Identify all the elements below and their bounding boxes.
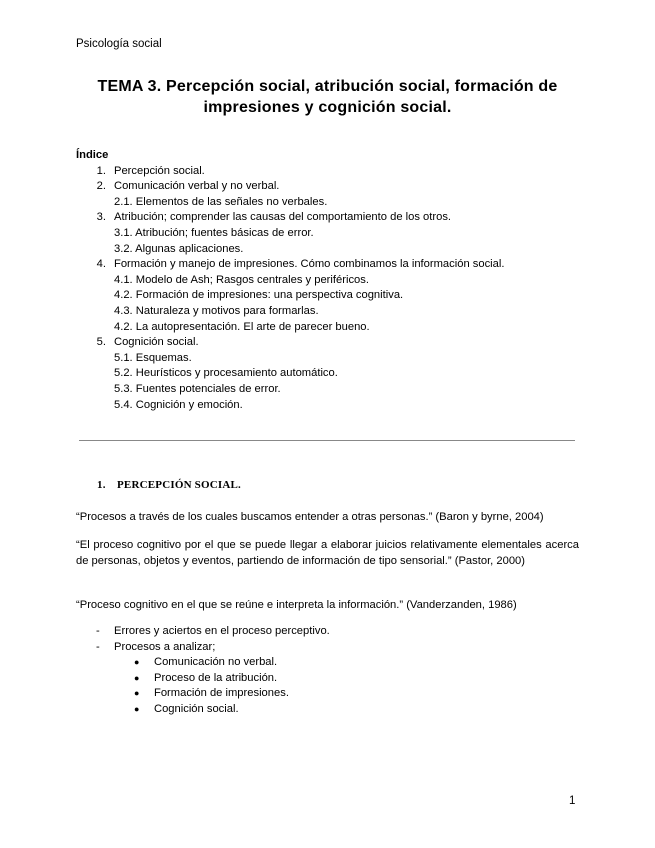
bullet-icon: ●	[134, 657, 140, 668]
toc-item-number: 4.	[96, 258, 106, 271]
bullet-text: Proceso de la atribución.	[154, 671, 278, 684]
toc-item-number: 5.	[96, 336, 106, 349]
quote-vanderzanden: “Proceso cognitivo en el que se reúne e interpreta la información.” (Vanderzanden, 1986)	[76, 599, 517, 611]
toc-subitem: 5.4. Cognición y emoción.	[114, 398, 243, 411]
title-line-2: impresiones y cognición social.	[203, 99, 452, 116]
toc-item-label: Cognición social.	[114, 336, 199, 349]
dash-marker: -	[96, 625, 100, 637]
dash-marker: -	[96, 640, 100, 653]
toc-item	[76, 257, 504, 335]
toc-subitem: 4.2. La autopresentación. El arte de parecer bueno.	[114, 320, 370, 333]
toc-subitem: 4.2. Formación de impresiones: una perspectiva cognitiva.	[114, 289, 404, 302]
toc-subitem: 2.1. Elementos de las señales no verbales.	[114, 195, 328, 208]
toc-list	[76, 164, 504, 414]
list-item-text: Procesos a analizar;	[114, 640, 216, 653]
toc-item-number: 3.	[96, 211, 106, 224]
bullet-icon: ●	[134, 688, 140, 699]
bullet-text: Cognición social.	[154, 702, 239, 715]
toc-subitem: 5.2. Heurísticos y procesamiento automático.	[114, 367, 338, 380]
table-of-contents	[76, 148, 504, 413]
bullet-icon: ●	[134, 703, 140, 714]
bullet-item	[134, 686, 330, 702]
toc-subitem: 4.3. Naturaleza y motivos para formarlas.	[114, 304, 319, 317]
toc-subitem: 3.2. Algunas aplicaciones.	[114, 242, 244, 255]
bullet-text: Formación de impresiones.	[154, 687, 289, 700]
section-heading	[97, 479, 241, 491]
toc-item-label: Atribución; comprender las causas del comportamiento de los otros.	[114, 211, 452, 224]
document-title	[76, 76, 579, 118]
running-header: Psicología social	[76, 38, 162, 50]
toc-item	[76, 164, 504, 180]
list-item	[76, 640, 330, 656]
toc-item	[76, 210, 504, 257]
bullet-item	[134, 655, 330, 671]
toc-subitem: 3.1. Atribución; fuentes básicas de error.	[114, 226, 314, 239]
bullet-item	[134, 671, 330, 687]
list-item	[76, 624, 330, 640]
toc-subitem: 5.1. Esquemas.	[114, 351, 192, 364]
toc-item-label: Formación y manejo de impresiones. Cómo combinamos la información social.	[114, 258, 505, 271]
dash-list	[76, 624, 330, 718]
toc-item	[76, 335, 504, 413]
toc-subitem: 4.1. Modelo de Ash; Rasgos centrales y periféricos.	[114, 273, 369, 286]
bullet-text: Comunicación no verbal.	[154, 656, 278, 669]
section-number: 1.	[97, 479, 106, 491]
toc-subitem: 5.3. Fuentes potenciales de error.	[114, 382, 281, 395]
bullet-icon: ●	[134, 672, 140, 683]
page-number: 1	[569, 795, 576, 807]
quote-pastor: “El proceso cognitivo por el que se puede llegar a elaborar juicios relativamente elementales acerca de personas, objetos y eventos, partiendo de información de tipo sensorial.” (Pastor, 2000)	[76, 539, 579, 567]
toc-item-label: Comunicación verbal y no verbal.	[114, 180, 280, 193]
toc-item-number: 2.	[96, 180, 106, 193]
title-line-1: TEMA 3. Percepción social, atribución social, formación de	[97, 78, 558, 95]
list-item-text: Errores y aciertos en el proceso perceptivo.	[114, 625, 330, 637]
horizontal-divider	[79, 440, 575, 441]
toc-item-number: 1.	[96, 164, 106, 177]
toc-item	[76, 179, 504, 210]
bullet-item	[134, 702, 330, 718]
toc-item-label: Percepción social.	[114, 164, 205, 177]
toc-heading: Índice	[76, 149, 109, 161]
bullet-list	[76, 655, 330, 717]
section-title: PERCEPCIÓN SOCIAL.	[117, 479, 242, 491]
quote-baron-byrne: “Procesos a través de los cuales buscamos entender a otras personas.” (Baron y byrne, 2004)	[76, 511, 544, 523]
